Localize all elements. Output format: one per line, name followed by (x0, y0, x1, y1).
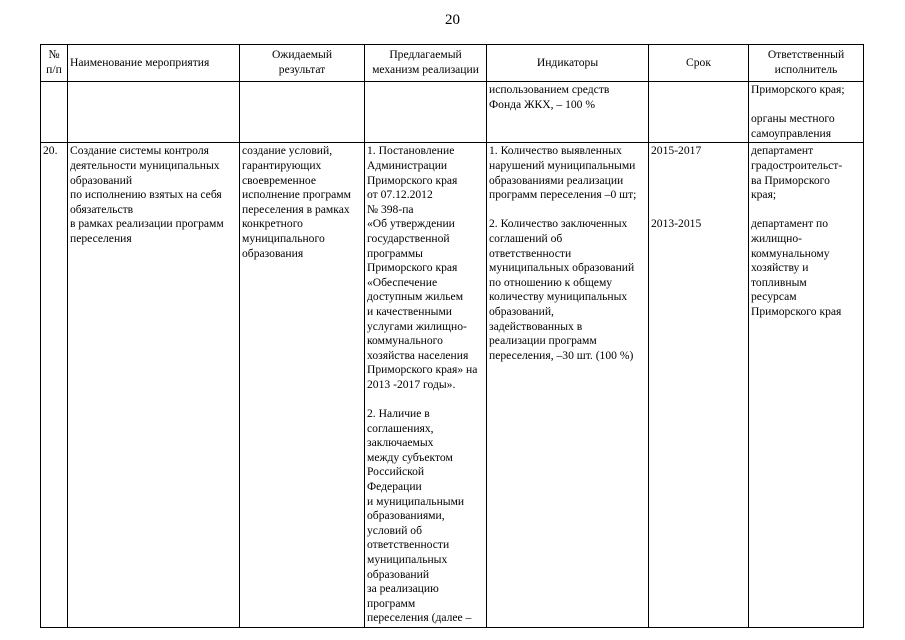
cont-mechanism (365, 82, 487, 143)
row20-term-1: 2015-2017 (651, 144, 702, 158)
row20-result: создание условий, гарантирующих своевременное исполнение программ переселения в рамках конкретного муниципального образования (240, 143, 365, 628)
header-mechanism: Предлагаемый механизм реализации (365, 45, 487, 82)
cont-executor: Приморского края; органы местного самоуправления (749, 82, 864, 143)
row20-term (649, 143, 749, 628)
cont-num (41, 82, 68, 143)
cont-name (68, 82, 240, 143)
cont-indicators: использованием средств Фонда ЖКХ, – 100 % (487, 82, 649, 143)
row20-indicators: 1. Количество выявленных нарушений муниципальными образованиями реализации программ переселения –0 шт; 2. Количество заключенных соглашений об ответственности муниципальных образований по отношению к общему количеству муниципальных образований, задействованных в реализации программ переселения, –30 шт. (100 %) (487, 143, 649, 628)
header-executor: Ответственный исполнитель (749, 45, 864, 82)
row20-mechanism: 1. Постановление Администрации Приморского края от 07.12.2012 № 398-па «Об утверждении государственной программы Приморского края «Обеспечение доступным жильем и качественными услугами жилищно- коммунального хозяйства населения Приморского края» на 2013 -2017 годы». 2. Наличие в соглашениях, заключаемых между субъектом Российской Федерации и муниципальными образованиями, условий об ответственности муниципальных образований за реализацию программ переселения (далее – (365, 143, 487, 628)
table-header-row (41, 45, 864, 82)
header-num: № п/п (41, 45, 68, 82)
header-indicators: Индикаторы (487, 45, 649, 82)
row20-executor: департамент градостроительст- ва Приморского края; департамент по жилищно- коммунальному хозяйству и топливным ресурсам Приморского края (749, 143, 864, 628)
header-name: Наименование мероприятия (68, 45, 240, 82)
row20-name: Создание системы контроля деятельности муниципальных образований по исполнению взятых на себя обязательств в рамках реализации программ переселения (68, 143, 240, 628)
row20-num: 20. (41, 143, 68, 628)
header-term: Срок (649, 45, 749, 82)
cont-term (649, 82, 749, 143)
table-row-20 (41, 143, 864, 628)
plan-table (40, 44, 864, 628)
table-row-continuation (41, 82, 864, 143)
page-number: 20 (445, 12, 460, 28)
cont-result (240, 82, 365, 143)
header-result: Ожидаемый результат (240, 45, 365, 82)
row20-term-2: 2013-2015 (651, 217, 702, 231)
